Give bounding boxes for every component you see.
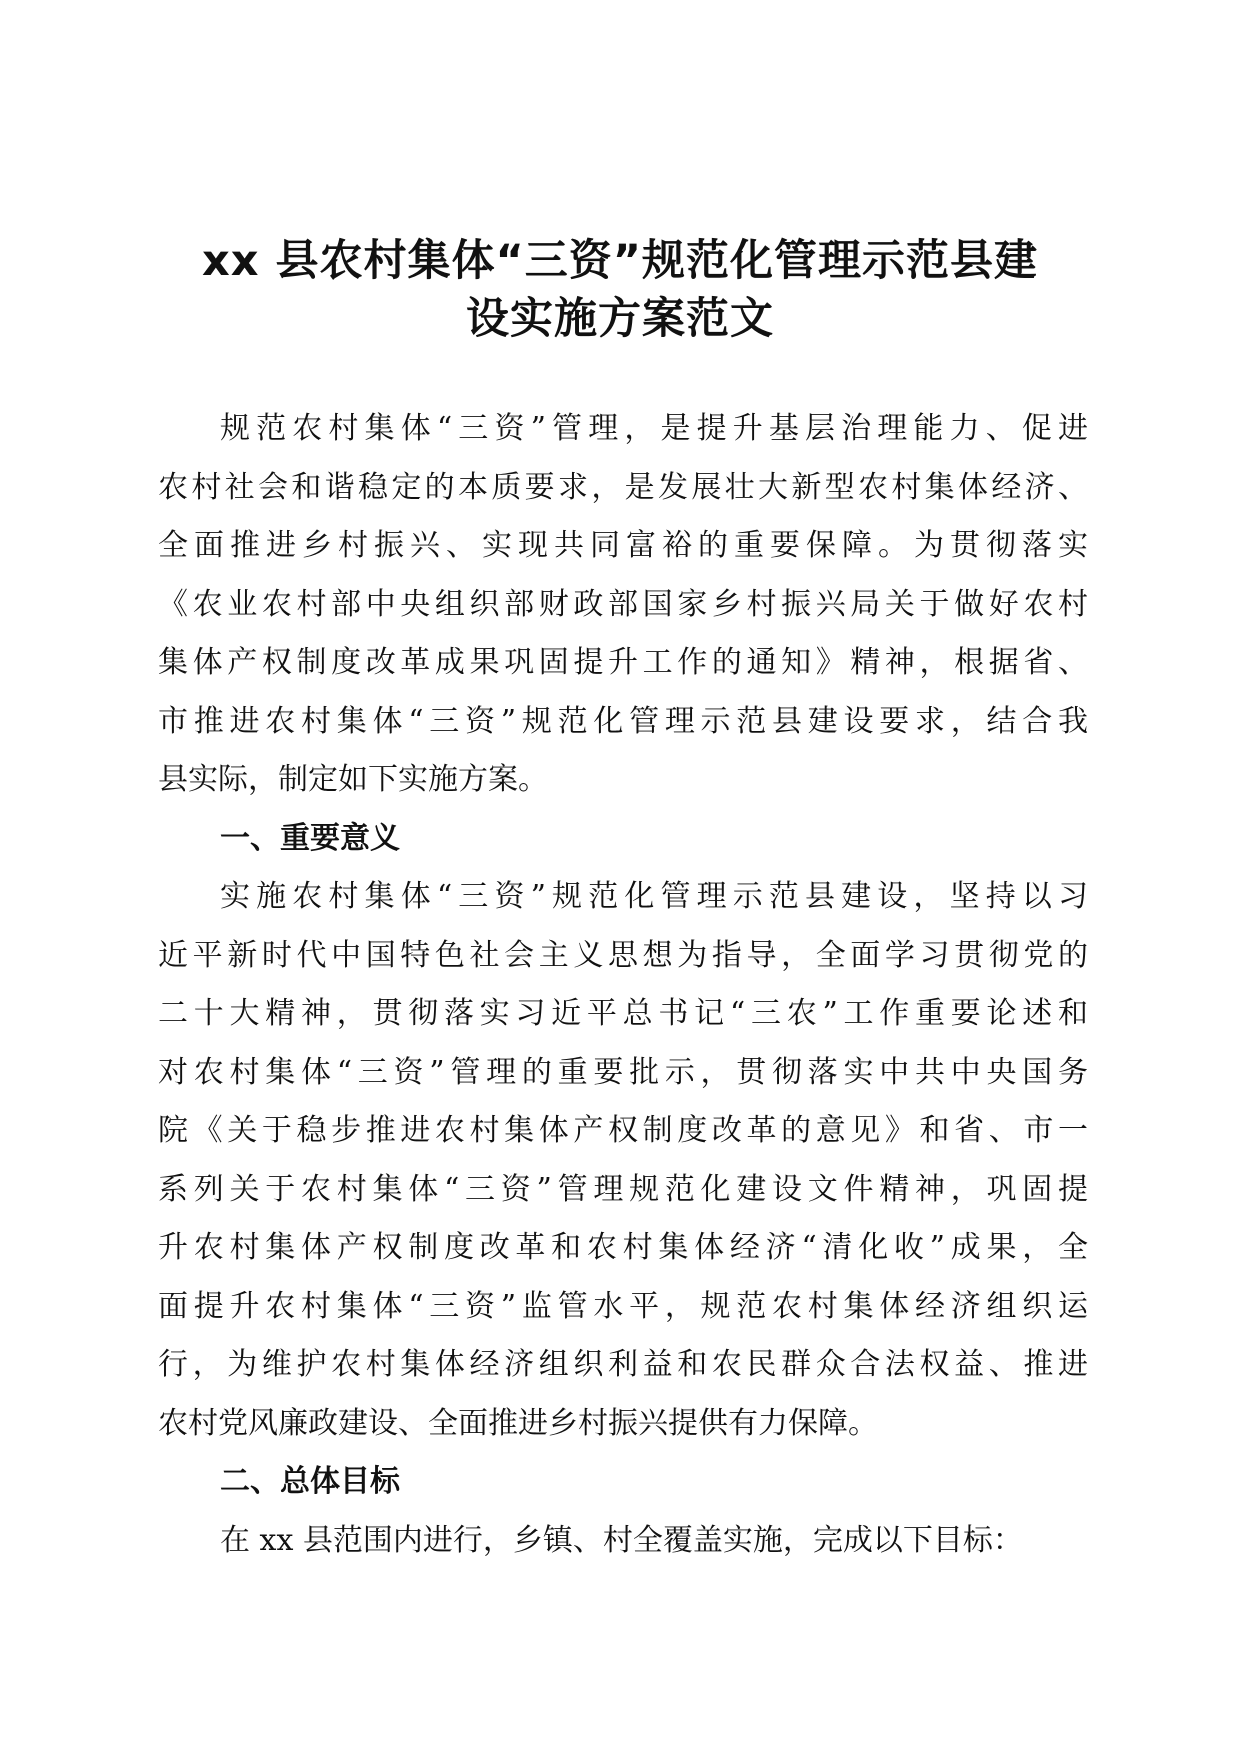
text-line: 农村社会和谐稳定的本质要求，是发展壮大新型农村集体经济、 <box>158 469 1088 505</box>
title-line-2: 设实施方案范文 <box>466 294 774 344</box>
document-title <box>150 232 1090 348</box>
text-line: 县实际，制定如下实施方案。 <box>158 762 548 797</box>
text-line: 《农业农村部中央组织部财政部国家乡村振兴局关于做好农村 <box>158 586 1088 622</box>
section-heading-overall-goals: 二、总体目标 <box>220 1464 400 1499</box>
document-body <box>158 400 1088 1570</box>
text-line: 近平新时代中国特色社会主义思想为指导，全面学习贯彻党的 <box>158 937 1088 973</box>
text-line: 二十大精神，贯彻落实习近平总书记“三农”工作重要论述和 <box>158 996 1088 1031</box>
text-line: 在 xx 县范围内进行，乡镇、村全覆盖实施，完成以下目标： <box>220 1522 1023 1558</box>
paragraph-preamble <box>158 400 1088 810</box>
text-line: 行，为维护农村集体经济组织利益和农民群众合法权益、推进 <box>158 1347 1088 1382</box>
text-line: 全面推进乡村振兴、实现共同富裕的重要保障。为贯彻落实 <box>158 528 1088 563</box>
text-line: 农村党风廉政建设、全面推进乡村振兴提供有力保障。 <box>158 1405 878 1441</box>
text-line: 系列关于农村集体“三资”管理规范化建设文件精神，巩固提 <box>158 1171 1088 1207</box>
text-line: 面提升农村集体“三资”监管水平，规范农村集体经济组织运 <box>158 1288 1088 1324</box>
text-line: 升农村集体产权制度改革和农村集体经济“清化收”成果，全 <box>158 1230 1088 1265</box>
section-heading-significance: 一、重要意义 <box>220 820 400 856</box>
paragraph-goals <box>158 1512 1088 1571</box>
text-line: 院《关于稳步推进农村集体产权制度改革的意见》和省、市一 <box>158 1113 1088 1148</box>
text-line: 规范农村集体“三资”管理，是提升基层治理能力、促进 <box>220 411 1088 446</box>
text-line: 对农村集体“三资”管理的重要批示，贯彻落实中共中央国务 <box>158 1054 1088 1090</box>
text-line: 实施农村集体“三资”规范化管理示范县建设，坚持以习 <box>220 879 1088 914</box>
text-line: 市推进农村集体“三资”规范化管理示范县建设要求，结合我 <box>158 703 1088 739</box>
title-line-1: xx 县农村集体“三资”规范化管理示范县建 <box>202 236 1038 286</box>
text-line: 集体产权制度改革成果巩固提升工作的通知》精神，根据省、 <box>158 645 1088 680</box>
paragraph-significance <box>158 868 1088 1453</box>
